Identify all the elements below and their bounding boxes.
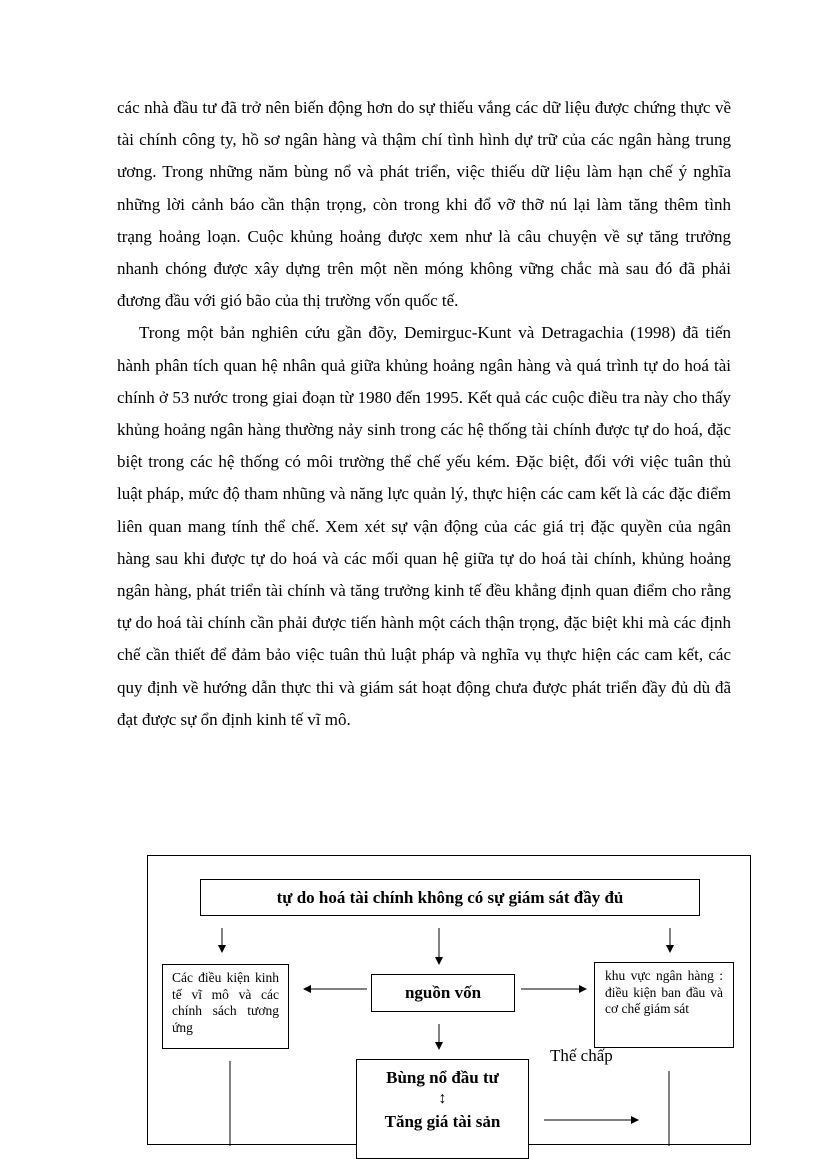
box-capital-source: nguồn vốn xyxy=(371,974,515,1012)
paragraph-1: các nhà đầu tư đã trở nên biến động hơn do sự thiếu vắng các dữ liệu được chứng thực về tài chính công ty, hồ sơ ngân hàng và thậm chí tình hình dự trữ của các ngân hàng trung ương. Trong những năm bùng nổ và phát triển, việc thiếu dữ liệu làm hạn chế ý nghĩa những lời cảnh báo cần thận trọng, còn trong khi đổ vỡ thỡ nú lại làm tăng thêm tình trạng hoảng loạn. Cuộc khủng hoảng được xem như là câu chuyện về sự tăng trưởng nhanh chóng được xây dựng trên một nền móng không vững chắc mà sau đó đã phải đương đầu với gió bão của thị trường vốn quốc tế. xyxy=(117,98,731,311)
boom-line-2: Tăng giá tài sản xyxy=(384,1112,501,1131)
boom-line-1: Bùng nổ đầu tư xyxy=(386,1068,499,1087)
box-financial-liberalization: tự do hoá tài chính không có sự giám sát đầy đủ xyxy=(200,879,700,916)
paragraph-2: Trong một bản nghiên cứu gần đõy, Demirguc-Kunt và Detragachia (1998) đã tiến hành phân tích quan hệ nhân quả giữa khủng hoảng ngân hàng và quá trình tự do hoá tài chính ở 53 nước trong giai đoạn từ 1980 đến 1995. Kết quả các cuộc điều tra này cho thấy khủng hoảng ngân hàng thường nảy sinh trong các hệ thống tài chính được tự do hoá, đặc biệt trong các hệ thống có môi trường thể chế yếu kém. Đặc biệt, đối với việc tuân thủ luật pháp, mức độ tham nhũng và năng lực quản lý, thực hiện các cam kết là các đặc điểm liên quan mang tính thể chế. Xem xét sự vận động của các giá trị đặc quyền của ngân hàng sau khi được tự do hoá và các mối quan hệ giữa tự do hoá tài chính, khủng hoảng ngân hàng, phát triển tài chính và tăng trưởng kinh tế đều khẳng định quan điểm cho rằng tự do hoá tài chính cần phải được tiến hành một cách thận trọng, đặc biệt khi mà các định chế cần thiết để đảm bảo việc tuân thủ luật pháp và nghĩa vụ thực hiện các cam kết, các quy định về hướng dẫn thực thi và giám sát hoạt động chưa được phát triển đầy đủ dù đã đạt được sự ổn định kinh tế vĩ mô. xyxy=(117,323,731,729)
box-investment-boom xyxy=(356,1059,529,1159)
body-text xyxy=(117,92,731,736)
flow-diagram xyxy=(147,855,751,1145)
double-arrow-icon: ↕ xyxy=(438,1090,447,1107)
label-collateral: Thế chấp xyxy=(550,1046,613,1065)
box-banking-sector: khu vực ngân hàng : điều kiện ban đầu và cơ chế giám sát xyxy=(594,962,734,1048)
box-macro-conditions: Các điều kiện kinh tế vĩ mô và các chính sách tương ứng xyxy=(162,964,289,1049)
